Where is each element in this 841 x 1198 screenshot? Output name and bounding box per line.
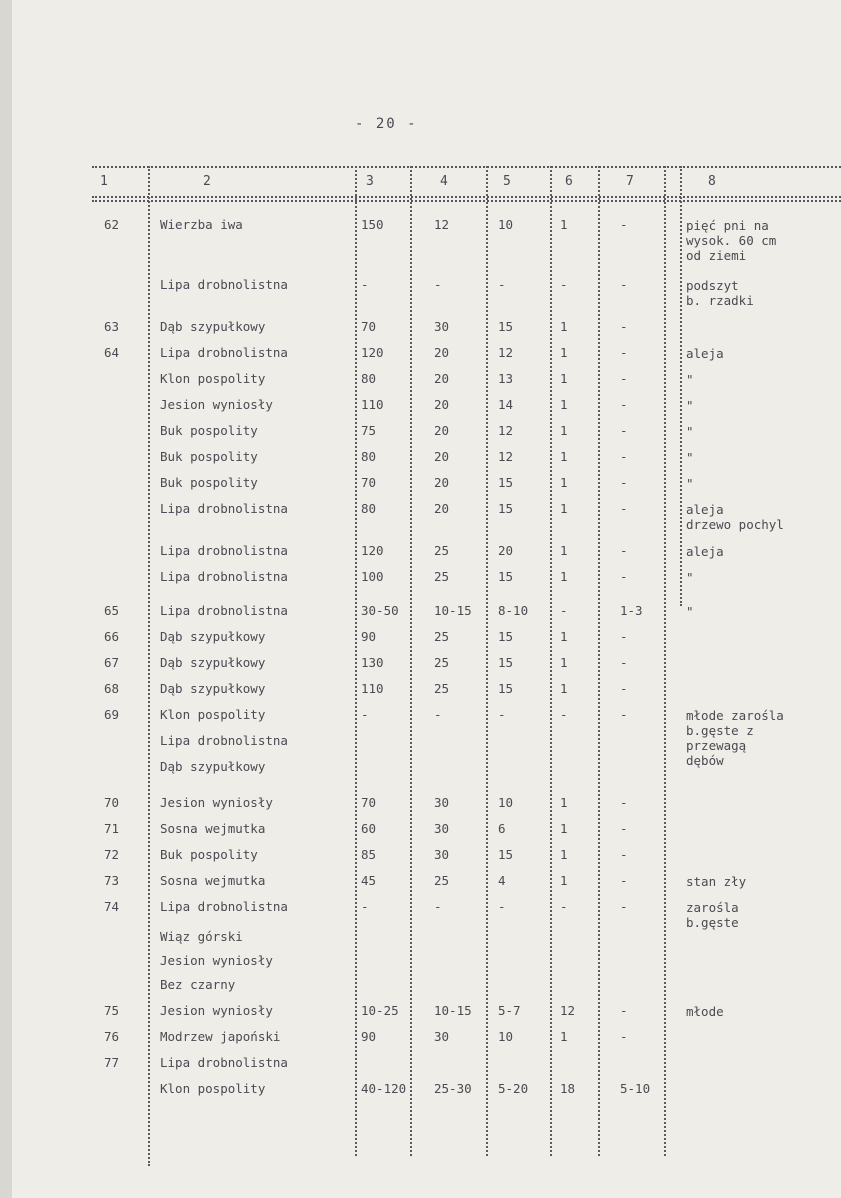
damage-cell: - [620, 873, 628, 888]
crown-width-cell: 15 [498, 319, 514, 334]
species-name-cell: Modrzew japoński [160, 1029, 281, 1044]
count-cell: 1 [560, 569, 568, 584]
table-row [0, 320, 841, 346]
remarks-cell: " [686, 476, 694, 491]
species-name-cell: Lipa drobnolistna [160, 1055, 288, 1070]
height-cell: 25 [434, 569, 450, 584]
damage-cell: - [620, 681, 628, 696]
species-name-cell: Sosna wejmutka [160, 821, 266, 836]
crown-width-cell: 8-10 [498, 603, 529, 618]
height-cell: - [434, 277, 442, 292]
species-name-cell: Jesion wyniosły [160, 953, 273, 968]
remarks-cell: " [686, 604, 694, 619]
damage-cell: - [620, 423, 628, 438]
circumference-cell: 45 [361, 873, 377, 888]
crown-width-cell: 15 [498, 655, 514, 670]
height-cell: 25 [434, 681, 450, 696]
damage-cell: - [620, 821, 628, 836]
count-cell: 1 [560, 543, 568, 558]
species-name-cell: Dąb szypułkowy [160, 759, 266, 774]
species-name-cell: Lipa drobnolistna [160, 501, 288, 516]
header-col-1: 1 [100, 174, 108, 189]
crown-width-cell: 15 [498, 681, 514, 696]
damage-cell: - [620, 543, 628, 558]
circumference-cell: 60 [361, 821, 377, 836]
damage-cell: - [620, 1029, 628, 1044]
table-row [0, 930, 841, 956]
count-cell: 1 [560, 821, 568, 836]
crown-width-cell: 4 [498, 873, 506, 888]
table-row [0, 954, 841, 980]
remarks-cell: " [686, 398, 694, 413]
crown-width-cell: - [498, 707, 506, 722]
crown-width-cell: 12 [498, 345, 514, 360]
species-name-cell: Buk pospolity [160, 449, 258, 464]
count-cell: - [560, 707, 568, 722]
tree-number-cell: 64 [104, 345, 120, 360]
damage-cell: - [620, 277, 628, 292]
table-row [0, 1082, 841, 1108]
crown-width-cell: 6 [498, 821, 506, 836]
table-row [0, 476, 841, 502]
remarks-cell: młode [686, 1004, 724, 1019]
species-name-cell: Lipa drobnolistna [160, 277, 288, 292]
circumference-cell: 80 [361, 449, 377, 464]
table-row [0, 450, 841, 476]
crown-width-cell: 15 [498, 501, 514, 516]
table-row [0, 372, 841, 398]
crown-width-cell: 15 [498, 629, 514, 644]
crown-width-cell: 10 [498, 795, 514, 810]
height-cell: 25-30 [434, 1081, 472, 1096]
crown-width-cell: 15 [498, 847, 514, 862]
species-name-cell: Klon pospolity [160, 1081, 266, 1096]
circumference-cell: 120 [361, 543, 384, 558]
remarks-cell: pięć pni na wysok. 60 cm od ziemi [686, 218, 777, 263]
height-cell: 20 [434, 501, 450, 516]
remarks-cell: aleja [686, 346, 724, 361]
table-row [0, 656, 841, 682]
species-name-cell: Jesion wyniosły [160, 1003, 273, 1018]
tree-number-cell: 72 [104, 847, 120, 862]
tree-number-cell: 67 [104, 655, 120, 670]
tree-number-cell: 65 [104, 603, 120, 618]
page-number: - 20 - [355, 116, 418, 132]
remarks-cell: aleja [686, 544, 724, 559]
remarks-cell: stan zły [686, 874, 747, 889]
circumference-cell: 120 [361, 345, 384, 360]
table-row [0, 501, 841, 532]
crown-width-cell: - [498, 277, 506, 292]
header-col-6: 6 [565, 174, 573, 189]
count-cell: 1 [560, 397, 568, 412]
table-row [0, 874, 841, 900]
table-header-rule-2 [92, 200, 841, 202]
circumference-cell: 70 [361, 319, 377, 334]
circumference-cell: 110 [361, 397, 384, 412]
species-name-cell: Wierzba iwa [160, 217, 243, 232]
count-cell: 1 [560, 1029, 568, 1044]
table-row [0, 346, 841, 372]
height-cell: - [434, 899, 442, 914]
species-name-cell: Buk pospolity [160, 475, 258, 490]
damage-cell: - [620, 629, 628, 644]
height-cell: 20 [434, 475, 450, 490]
table-row [0, 217, 841, 263]
circumference-cell: - [361, 277, 369, 292]
species-name-cell: Lipa drobnolistna [160, 569, 288, 584]
crown-width-cell: 14 [498, 397, 514, 412]
circumference-cell: 70 [361, 475, 377, 490]
table-row [0, 1030, 841, 1056]
circumference-cell: 40-120 [361, 1081, 407, 1096]
crown-width-cell: 12 [498, 449, 514, 464]
damage-cell: - [620, 449, 628, 464]
table-header-rule [92, 196, 841, 198]
species-name-cell: Dąb szypułkowy [160, 319, 266, 334]
height-cell: 30 [434, 847, 450, 862]
circumference-cell: 130 [361, 655, 384, 670]
species-name-cell: Dąb szypułkowy [160, 629, 266, 644]
count-cell: - [560, 899, 568, 914]
circumference-cell: 10-25 [361, 1003, 399, 1018]
crown-width-cell: - [498, 899, 506, 914]
circumference-cell: 100 [361, 569, 384, 584]
table-row [0, 277, 841, 308]
count-cell: 1 [560, 655, 568, 670]
tree-number-cell: 63 [104, 319, 120, 334]
header-col-7: 7 [626, 174, 634, 189]
crown-width-cell: 5-7 [498, 1003, 521, 1018]
height-cell: 25 [434, 543, 450, 558]
count-cell: 1 [560, 449, 568, 464]
remarks-cell: aleja drzewo pochyl [686, 502, 784, 532]
species-name-cell: Jesion wyniosły [160, 795, 273, 810]
species-name-cell: Klon pospolity [160, 707, 266, 722]
tree-number-cell: 73 [104, 873, 120, 888]
count-cell: 1 [560, 873, 568, 888]
crown-width-cell: 12 [498, 423, 514, 438]
circumference-cell: 80 [361, 501, 377, 516]
table-row [0, 978, 841, 1004]
count-cell: 18 [560, 1081, 576, 1096]
count-cell: 1 [560, 217, 568, 232]
species-name-cell: Sosna wejmutka [160, 873, 266, 888]
crown-width-cell: 10 [498, 1029, 514, 1044]
crown-width-cell: 13 [498, 371, 514, 386]
remarks-cell: " [686, 424, 694, 439]
species-name-cell: Lipa drobnolistna [160, 899, 288, 914]
count-cell: 1 [560, 795, 568, 810]
species-name-cell: Lipa drobnolistna [160, 543, 288, 558]
circumference-cell: 75 [361, 423, 377, 438]
circumference-cell: - [361, 707, 369, 722]
crown-width-cell: 10 [498, 217, 514, 232]
table-top-rule [92, 166, 841, 168]
height-cell: 10-15 [434, 1003, 472, 1018]
height-cell: 20 [434, 423, 450, 438]
tree-number-cell: 66 [104, 629, 120, 644]
damage-cell: 1-3 [620, 603, 643, 618]
count-cell: 1 [560, 423, 568, 438]
tree-number-cell: 70 [104, 795, 120, 810]
count-cell: 12 [560, 1003, 576, 1018]
damage-cell: - [620, 655, 628, 670]
circumference-cell: 110 [361, 681, 384, 696]
damage-cell: - [620, 319, 628, 334]
height-cell: 12 [434, 217, 450, 232]
height-cell: 30 [434, 821, 450, 836]
tree-number-cell: 76 [104, 1029, 120, 1044]
remarks-cell: podszyt b. rzadki [686, 278, 754, 308]
header-col-4: 4 [440, 174, 448, 189]
circumference-cell: 85 [361, 847, 377, 862]
tree-number-cell: 69 [104, 707, 120, 722]
circumference-cell: 30-50 [361, 603, 399, 618]
count-cell: 1 [560, 345, 568, 360]
table-row [0, 760, 841, 786]
circumference-cell: 150 [361, 217, 384, 232]
tree-number-cell: 74 [104, 899, 120, 914]
count-cell: 1 [560, 371, 568, 386]
table-row [0, 796, 841, 822]
damage-cell: - [620, 371, 628, 386]
tree-number-cell: 68 [104, 681, 120, 696]
circumference-cell: 70 [361, 795, 377, 810]
damage-cell: - [620, 795, 628, 810]
count-cell: 1 [560, 847, 568, 862]
tree-number-cell: 71 [104, 821, 120, 836]
height-cell: 10-15 [434, 603, 472, 618]
crown-width-cell: 5-20 [498, 1081, 529, 1096]
species-name-cell: Lipa drobnolistna [160, 345, 288, 360]
height-cell: - [434, 707, 442, 722]
species-name-cell: Dąb szypułkowy [160, 655, 266, 670]
damage-cell: - [620, 1003, 628, 1018]
crown-width-cell: 20 [498, 543, 514, 558]
height-cell: 30 [434, 1029, 450, 1044]
tree-number-cell: 62 [104, 217, 120, 232]
species-name-cell: Wiąz górski [160, 929, 243, 944]
height-cell: 30 [434, 795, 450, 810]
count-cell: 1 [560, 319, 568, 334]
count-cell: - [560, 603, 568, 618]
count-cell: 1 [560, 475, 568, 490]
table-row [0, 1056, 841, 1082]
damage-cell: - [620, 899, 628, 914]
table-row [0, 1004, 841, 1030]
header-col-3: 3 [366, 174, 374, 189]
remarks-cell: " [686, 450, 694, 465]
species-name-cell: Bez czarny [160, 977, 236, 992]
damage-cell: - [620, 847, 628, 862]
damage-cell: - [620, 345, 628, 360]
count-cell: 1 [560, 681, 568, 696]
count-cell: 1 [560, 501, 568, 516]
species-name-cell: Lipa drobnolistna [160, 733, 288, 748]
damage-cell: - [620, 217, 628, 232]
height-cell: 20 [434, 449, 450, 464]
species-name-cell: Jesion wyniosły [160, 397, 273, 412]
table-row [0, 848, 841, 874]
damage-cell: - [620, 397, 628, 412]
height-cell: 25 [434, 629, 450, 644]
table-row [0, 424, 841, 450]
circumference-cell: 80 [361, 371, 377, 386]
crown-width-cell: 15 [498, 475, 514, 490]
header-col-2: 2 [203, 174, 211, 189]
height-cell: 25 [434, 655, 450, 670]
circumference-cell: 90 [361, 629, 377, 644]
species-name-cell: Lipa drobnolistna [160, 603, 288, 618]
table-row [0, 734, 841, 760]
species-name-cell: Buk pospolity [160, 847, 258, 862]
species-name-cell: Dąb szypułkowy [160, 681, 266, 696]
crown-width-cell: 15 [498, 569, 514, 584]
tree-number-cell: 77 [104, 1055, 120, 1070]
remarks-cell: młode zarośla b.gęste z przewagą dębów [686, 708, 784, 768]
table-row [0, 822, 841, 848]
damage-cell: - [620, 501, 628, 516]
damage-cell: - [620, 707, 628, 722]
header-col-8: 8 [708, 174, 716, 189]
remarks-cell: " [686, 570, 694, 585]
height-cell: 30 [434, 319, 450, 334]
height-cell: 20 [434, 397, 450, 412]
table-row [0, 570, 841, 596]
remarks-cell: zarośla b.gęste [686, 900, 739, 930]
table-row [0, 682, 841, 708]
table-row [0, 899, 841, 930]
height-cell: 25 [434, 873, 450, 888]
damage-cell: - [620, 569, 628, 584]
species-name-cell: Klon pospolity [160, 371, 266, 386]
count-cell: - [560, 277, 568, 292]
tree-number-cell: 75 [104, 1003, 120, 1018]
damage-cell: - [620, 475, 628, 490]
remarks-cell: " [686, 372, 694, 387]
height-cell: 20 [434, 345, 450, 360]
species-name-cell: Buk pospolity [160, 423, 258, 438]
count-cell: 1 [560, 629, 568, 644]
circumference-cell: 90 [361, 1029, 377, 1044]
table-row [0, 630, 841, 656]
table-row [0, 398, 841, 424]
header-col-5: 5 [503, 174, 511, 189]
circumference-cell: - [361, 899, 369, 914]
height-cell: 20 [434, 371, 450, 386]
damage-cell: 5-10 [620, 1081, 651, 1096]
table-row [0, 544, 841, 570]
table-row [0, 604, 841, 630]
